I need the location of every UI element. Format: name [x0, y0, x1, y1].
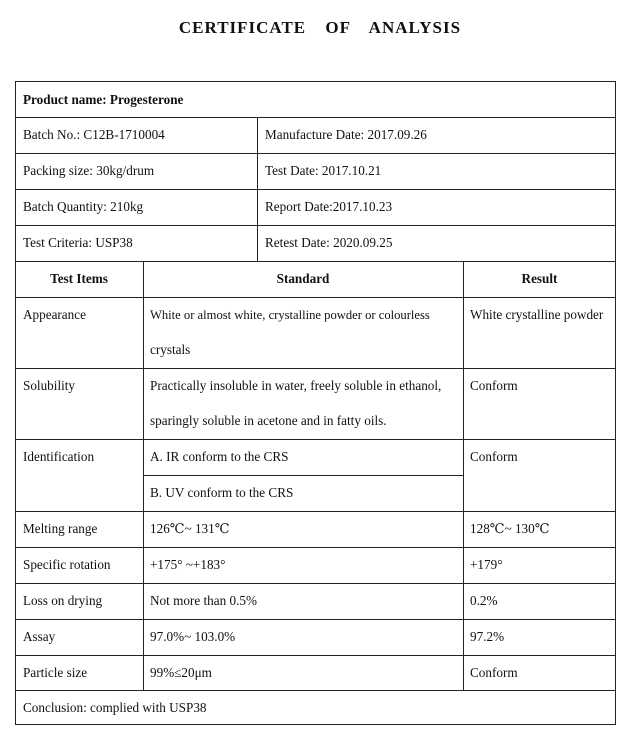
row-divider	[15, 368, 616, 369]
table-row-item: Solubility	[23, 378, 76, 393]
test-date: Test Date: 2017.10.21	[265, 163, 382, 178]
table-row-standard: Practically insoluble in water, freely soluble in ethanol,	[150, 378, 442, 393]
table-row-item: Loss on drying	[23, 593, 103, 608]
table-row-result: 97.2%	[470, 629, 505, 644]
row-divider	[15, 117, 616, 118]
table-row-standard: A. IR conform to the CRS	[150, 449, 289, 464]
row-divider	[15, 189, 616, 190]
table-row-standard: B. UV conform to the CRS	[150, 485, 294, 500]
table-row-result: Conform	[470, 378, 518, 393]
table-row-item: Appearance	[23, 307, 86, 322]
table-row-result: Conform	[470, 665, 518, 680]
table-row-item: Specific rotation	[23, 557, 111, 572]
row-divider	[15, 511, 616, 512]
row-divider	[15, 547, 616, 548]
table-row-item: Assay	[23, 629, 56, 644]
table-row-standard: White or almost white, crystalline powder or colourless	[150, 308, 430, 322]
table-row-standard: +175° ~+183°	[150, 557, 226, 572]
test-criteria: Test Criteria: USP38	[23, 235, 133, 250]
row-divider	[15, 153, 616, 154]
table-row-result: 0.2%	[470, 593, 498, 608]
row-divider	[15, 655, 616, 656]
table-row-standard: Not more than 0.5%	[150, 593, 257, 608]
batch-quantity: Batch Quantity: 210kg	[23, 199, 144, 214]
batch-no: Batch No.: C12B-1710004	[23, 127, 165, 142]
table-row-result: +179°	[470, 557, 503, 572]
table-row-item: Melting range	[23, 521, 98, 536]
table-row-standard: 126℃~ 131℃	[150, 521, 230, 536]
report-date: Report Date:2017.10.23	[265, 199, 393, 214]
column-header-standard: Standard	[276, 271, 330, 286]
manufacture-date: Manufacture Date: 2017.09.26	[265, 127, 427, 142]
table-row-item: Particle size	[23, 665, 88, 680]
table-row-standard: 99%≤20μm	[150, 665, 212, 680]
product-name: Product name: Progesterone	[23, 92, 184, 107]
conclusion: Conclusion: complied with USP38	[23, 700, 207, 715]
retest-date: Retest Date: 2020.09.25	[265, 235, 393, 250]
row-divider	[15, 297, 616, 298]
column-divider	[143, 261, 144, 690]
table-row-item: Identification	[23, 449, 95, 464]
table-row-result: White crystalline powder	[470, 307, 604, 322]
row-divider	[15, 261, 616, 262]
row-divider	[143, 475, 463, 476]
row-divider	[15, 225, 616, 226]
document-title: CERTIFICATE OF ANALYSIS	[178, 18, 462, 37]
column-header-result: Result	[521, 271, 558, 286]
table-row-result: Conform	[470, 449, 518, 464]
column-divider	[463, 261, 464, 690]
packing-size: Packing size: 30kg/drum	[23, 163, 155, 178]
column-divider	[257, 117, 258, 261]
row-divider	[15, 690, 616, 691]
column-header-test-items: Test Items	[50, 271, 108, 286]
row-divider	[15, 439, 616, 440]
table-row-standard: crystals	[150, 342, 191, 357]
row-divider	[15, 583, 616, 584]
row-divider	[15, 619, 616, 620]
table-row-result: 128℃~ 130℃	[470, 521, 550, 536]
table-row-standard: sparingly soluble in acetone and in fatty oils.	[150, 413, 387, 428]
table-row-standard: 97.0%~ 103.0%	[150, 629, 236, 644]
